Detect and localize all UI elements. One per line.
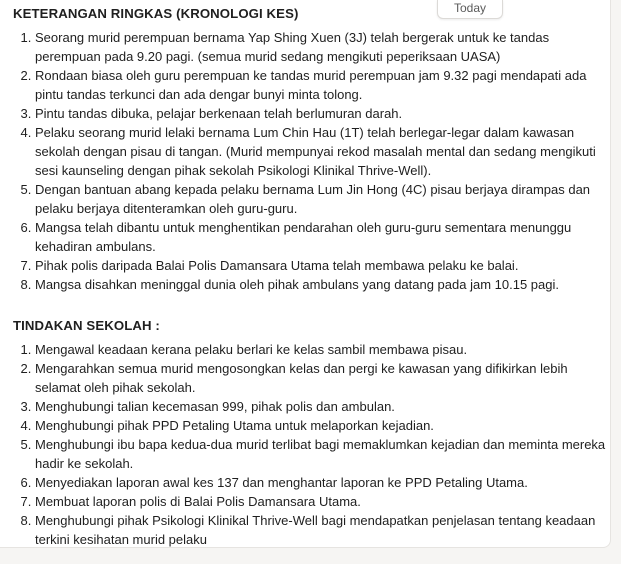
chronology-title: KETERANGAN RINGKAS (KRONOLOGI KES) [13,6,299,21]
chronology-list [0,28,611,294]
list-item: 5. Dengan bantuan abang kepada pelaku bernama Lum Jin Hong (4C) pisau berjaya dirampas dan pelaku berjaya ditenteramkan oleh guru-guru. [35,180,611,218]
list-item: 7. Membuat laporan polis di Balai Polis Damansara Utama. [35,492,611,511]
list-item: 1. Seorang murid perempuan bernama Yap Shing Xuen (3J) telah bergerak untuk ke tandas perempuan pada 9.20 pagi. (semua murid sedang mengikuti peperiksaan UASA) [35,28,611,66]
list-item: 1. Mengawal keadaan kerana pelaku berlari ke kelas sambil membawa pisau. [35,340,611,359]
list-item: 3. Menghubungi talian kecemasan 999, pihak polis dan ambulan. [35,397,611,416]
list-item: 6. Mangsa telah dibantu untuk menghentikan pendarahan oleh guru-guru sementara menunggu kehadiran ambulans. [35,218,611,256]
date-separator-pill: Today [437,0,503,19]
school-action-title: TINDAKAN SEKOLAH : [13,318,160,333]
list-item: 2. Rondaan biasa oleh guru perempuan ke tandas murid perempuan jam 9.32 pagi mendapati ada pintu tandas terkunci dan ada dengar bunyi minta tolong. [35,66,611,104]
list-item: 5. Menghubungi ibu bapa kedua-dua murid terlibat bagi memaklumkan kejadian dan meminta mereka hadir ke sekolah. [35,435,611,473]
list-item: 6. Menyediakan laporan awal kes 137 dan menghantar laporan ke PPD Petaling Utama. [35,473,611,492]
list-item: 4. Pelaku seorang murid lelaki bernama Lum Chin Hau (1T) telah berlegar-legar dalam kawasan sekolah dengan pisau di tangan. (Murid mempunyai rekod masalah mental dan sedang mengikuti sesi kaunseling dengan pihak sekolah Psikologi Klinikal Thrive-Well). [35,123,611,180]
list-item: 7. Pihak polis daripada Balai Polis Damansara Utama telah membawa pelaku ke balai. [35,256,611,275]
list-item: 3. Pintu tandas dibuka, pelajar berkenaan telah berlumuran darah. [35,104,611,123]
list-item: 2. Mengarahkan semua murid mengosongkan kelas dan pergi ke kawasan yang difikirkan lebih selamat oleh pihak sekolah. [35,359,611,397]
list-item: 8. Menghubungi pihak Psikologi Klinikal Thrive-Well bagi mendapatkan penjelasan tentang keadaan terkini kesihatan murid pelaku [35,511,611,548]
list-item: 4. Menghubungi pihak PPD Petaling Utama untuk melaporkan kejadian. [35,416,611,435]
list-item: 8. Mangsa disahkan meninggal dunia oleh pihak ambulans yang datang pada jam 10.15 pagi. [35,275,611,294]
school-action-list [0,340,611,548]
chat-background [0,548,621,564]
